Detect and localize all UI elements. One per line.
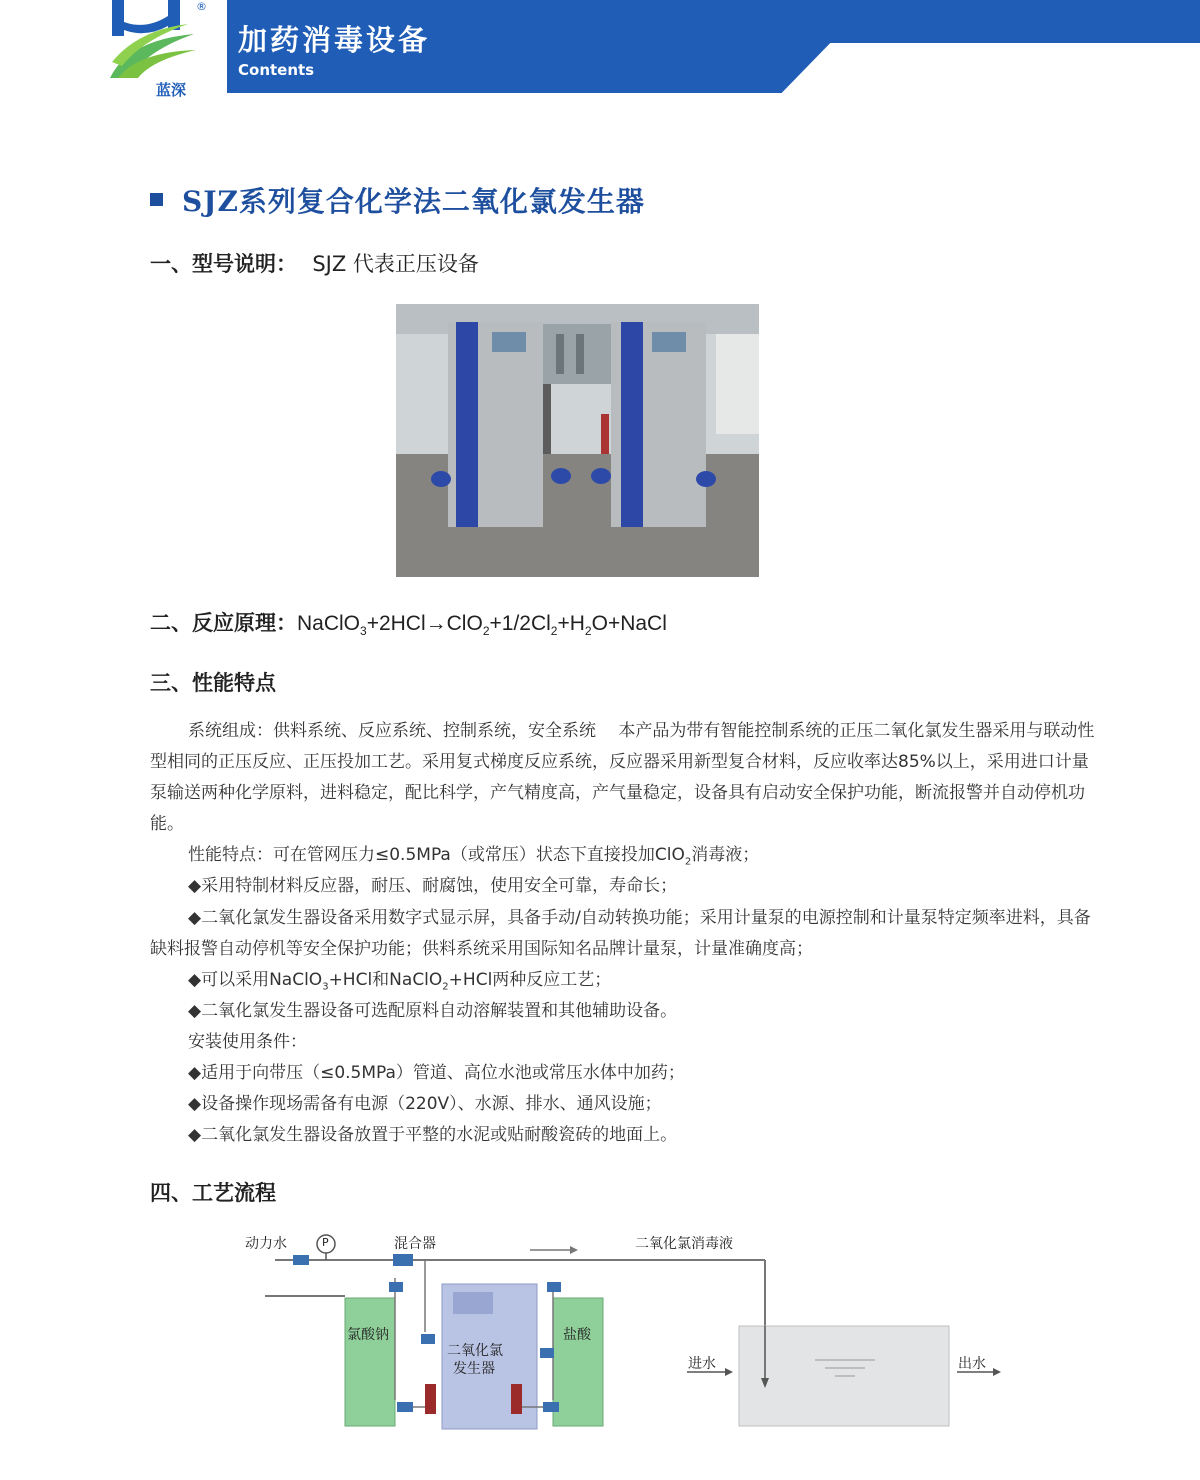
water-out-label: 出水	[958, 1356, 986, 1372]
section1-heading: 一、型号说明：	[150, 252, 297, 276]
header-title: 加药消毒设备	[238, 23, 431, 57]
bullet-sub: 3	[322, 981, 329, 993]
install-item: ◆二氧化氯发生器设备放置于平整的水泥或贴耐酸瓷砖的地面上。	[188, 1125, 678, 1146]
install-item: ◆设备操作现场需备有电源（220V）、水源、排水、通风设施；	[188, 1094, 662, 1115]
formula-sub: 3	[360, 624, 367, 639]
perf-text: 消毒液；	[691, 845, 760, 866]
disinfectant-label: 二氧化氯消毒液	[635, 1236, 733, 1252]
pressure-gauge-label: P	[322, 1236, 329, 1249]
section3-body	[150, 716, 1095, 1151]
perf-sub: 2	[684, 856, 692, 868]
install-item: ◆适用于向带压（≤0.5MPa）管道、高位水池或常压水体中加药；	[188, 1063, 685, 1084]
system-composition-paragraph: 系统组成：供料系统、反应系统、控制系统，安全系统 本产品为带有智能控制系统的正压二氧化氯发生器采用与联动性型相同的正压反应、正压投加工艺。采用复式梯度反应系统，反应器采用新型复合材料，反应收率达85%以上，采用进口计量泵输送两种化学原料，进料稳定，配比科学，产气精度高，产气量稳定，设备具有启动安全保护功能，断流报警并自动停机功能。	[150, 721, 1095, 835]
formula-sub: 2	[550, 624, 558, 639]
formula-part: NaClO	[297, 612, 361, 635]
install-heading: 安装使用条件：	[188, 1031, 307, 1052]
formula-part: O+NaCl	[591, 612, 667, 635]
generator-label-2: 发生器	[453, 1361, 495, 1377]
bullet-item: ◆采用特制材料反应器，耐压、耐腐蚀，使用安全可靠，寿命长；	[188, 876, 678, 897]
bullet-text: +HCl两种反应工艺；	[448, 969, 612, 990]
section2-heading: 二、反应原理：	[150, 611, 297, 635]
bullet-text: ◆可以采用NaClO	[188, 969, 323, 990]
mixer-label: 混合器	[394, 1236, 436, 1252]
bullet-item: ◆二氧化氯发生器设备采用数字式显示屏，具备手动/自动转换功能；采用计量泵的电源控制和计量泵特定频率进料，具备缺料报警自动停机等安全保护功能；供料系统采用国际知名品牌计量泵，计量准确度高；	[150, 907, 1091, 959]
title-square-icon	[150, 193, 163, 206]
power-water-label: 动力水	[245, 1236, 287, 1252]
tank-right-label: 盐酸	[563, 1327, 591, 1343]
equipment-photo	[396, 304, 759, 577]
formula-part: +H	[557, 612, 585, 635]
section4-heading: 四、工艺流程	[150, 1181, 276, 1205]
water-in-label: 进水	[688, 1356, 716, 1372]
perf-text: 性能特点：可在管网压力≤0.5MPa（或常压）状态下直接投加ClO	[188, 845, 685, 866]
formula-sub: 2	[482, 624, 490, 639]
registered-mark: ®	[196, 0, 207, 13]
section1-heading-row	[150, 248, 479, 278]
company-logo	[108, 0, 198, 80]
generator-label-1: 二氧化氯	[447, 1343, 503, 1359]
section1-text: SJZ 代表正压设备	[312, 252, 479, 276]
section2-heading-row	[150, 607, 667, 638]
formula-sub: 2	[584, 624, 592, 639]
section3-heading: 三、性能特点	[150, 671, 276, 695]
logo-text: 蓝深	[156, 81, 187, 99]
product-title: SJZ系列复合化学法二氧化氯发生器	[182, 185, 645, 218]
tank-left-label: 氯酸钠	[347, 1327, 389, 1343]
reaction-formula	[297, 612, 667, 639]
bullet-text: +HCl和NaClO	[328, 969, 443, 990]
header-subtitle: Contents	[238, 61, 315, 79]
formula-part: +1/2Cl	[489, 612, 551, 635]
bullet-item: ◆二氧化氯发生器设备可选配原料自动溶解装置和其他辅助设备。	[188, 1000, 678, 1021]
process-flow-diagram	[235, 1222, 1005, 1437]
bullet-item	[150, 965, 1095, 996]
performance-line	[150, 840, 1095, 871]
formula-part: +2HCl→ClO	[366, 612, 483, 635]
bullet-sub: 2	[442, 981, 449, 993]
